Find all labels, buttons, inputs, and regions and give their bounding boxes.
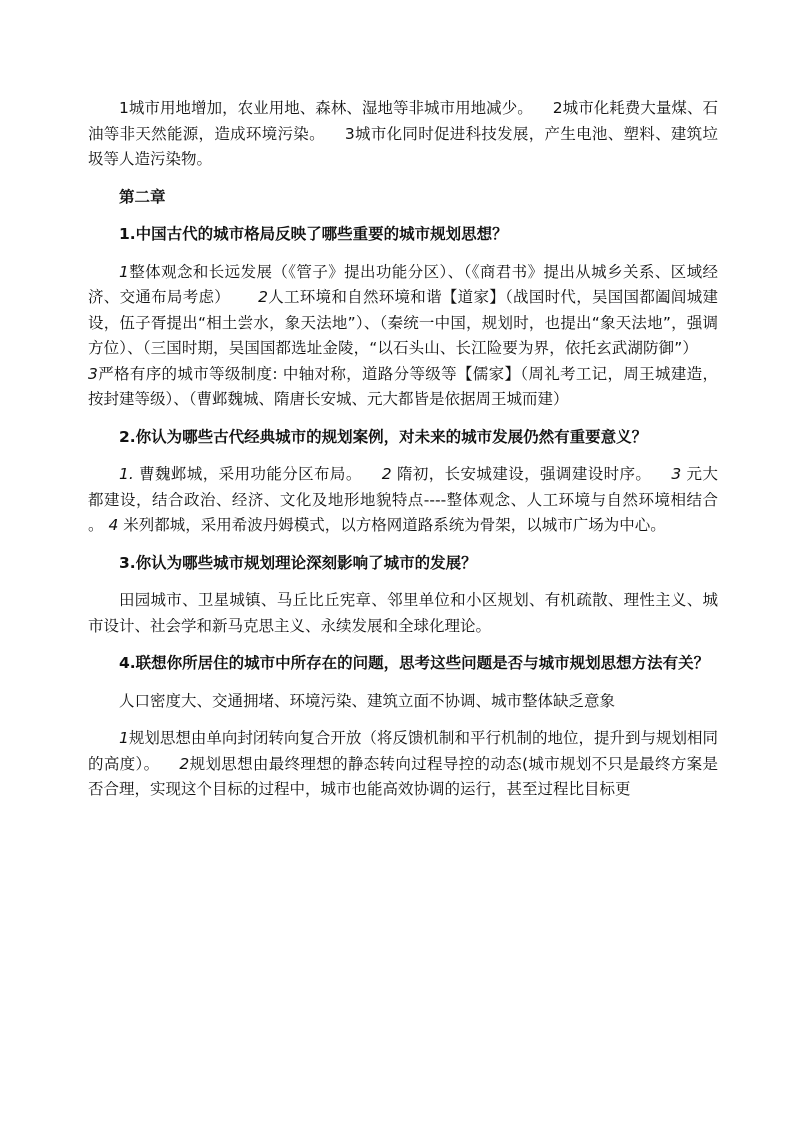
- intro-paragraph: [88, 96, 718, 173]
- q2-point-3-number: 3: [671, 465, 682, 483]
- question-4-title: 4.联想你所居住的城市中所存在的问题，思考这些问题是否与城市规划思想方法有关？: [119, 654, 710, 672]
- question-4-answer: 人口密度大、交通拥堵、环境污染、建筑立面不协调、城市整体缺乏意象: [119, 691, 616, 710]
- question-4-analysis: [88, 726, 718, 803]
- q1-point-1-text: 整体观念和长远发展（《管子》提出功能分区）、（《商君书》提出从城乡关系、区域经济、交通布局考虑）: [88, 262, 718, 306]
- q4-point-1-text: 规划思想由单向封闭转向复合开放（将反馈机制和平行机制的地位，提升到与规划相同的高度）。: [88, 729, 718, 773]
- q2-point-2-text: 隋初，长安城建设，强调建设时序。: [396, 465, 652, 483]
- q1-point-2-number: 2: [258, 288, 268, 306]
- q2-point-1-number: 1.: [119, 465, 134, 483]
- question-1-title: 1.中国古代的城市格局反映了哪些重要的城市规划思想？: [119, 225, 508, 243]
- q4-point-2-number: 2: [179, 754, 190, 773]
- q4-point-1-number: 1: [119, 729, 129, 747]
- intro-sentence-3: 3城市化同时促进科技发展，产生电池、塑料、建筑垃圾等人造污染物。: [88, 124, 718, 168]
- question-1-answer: [88, 260, 718, 413]
- question-3-answer: 田园城市、卫星城镇、马丘比丘宪章、邻里单位和小区规划、有机疏散、理性主义、城市设计、社会学和新马克思主义、永续发展和全球化理论。: [88, 591, 718, 635]
- q1-point-1-number: 1: [119, 262, 129, 281]
- q4-point-2-text: 规划思想由最终理想的静态转向过程导控的动态(城市规划不只是最终方案是否合理，实现这个目标的过程中，城市也能高效协调的运行，甚至过程比目标更: [88, 754, 718, 798]
- question-2-answer: [88, 462, 718, 539]
- q1-point-3-number: 3: [88, 364, 98, 383]
- intro-sentence-2: 2城市化耗费大量煤、石油等非天然能源，造成环境污染。: [88, 99, 718, 143]
- q1-point-2-text: 人工环境和自然环境和谐【道家】（战国时代，吴国国都阖闾城建设，伍子胥提出“相土尝水，象天法地”）、（秦统一中国，规划时，也提出“象天法地”，强调方位）、（三国时期，吴国国都选址金陵，“以石头山、长江险要为界，依托玄武湖防御”）: [88, 288, 718, 357]
- document-page: [88, 96, 718, 815]
- question-2-title: 2.你认为哪些古代经典城市的规划案例，对未来的城市发展仍然有重要意义？: [119, 427, 648, 446]
- q2-point-2-number: 2: [381, 465, 392, 483]
- q2-point-4-text: 米列都城，采用希波丹姆模式，以方格网道路系统为骨架，以城市广场为中心。: [123, 516, 666, 534]
- q1-point-3-text: 严格有序的城市等级制度: 中轴对称，道路分等级等【儒家】（周礼考工记，周王城建造，按封建等级）、（曹邺魏城、隋唐长安城、元大都皆是依据周王城而建）: [88, 364, 718, 408]
- question-3-title: 3.你认为哪些城市规划理论深刻影响了城市的发展？: [119, 553, 477, 572]
- chapter-heading: 第二章: [119, 187, 166, 206]
- q2-point-1-text: 曹魏邺城，采用功能分区布局。: [139, 465, 362, 483]
- intro-sentence-1: 1城市用地增加，农业用地、森林、湿地等非城市用地减少。: [119, 99, 533, 117]
- q2-point-3-text: 元大都建设，结合政治、经济、文化及地形地貌特点----整体观念、人工环境与自然环境相结合 。: [88, 465, 718, 534]
- q2-point-4-number: 4: [108, 516, 119, 534]
